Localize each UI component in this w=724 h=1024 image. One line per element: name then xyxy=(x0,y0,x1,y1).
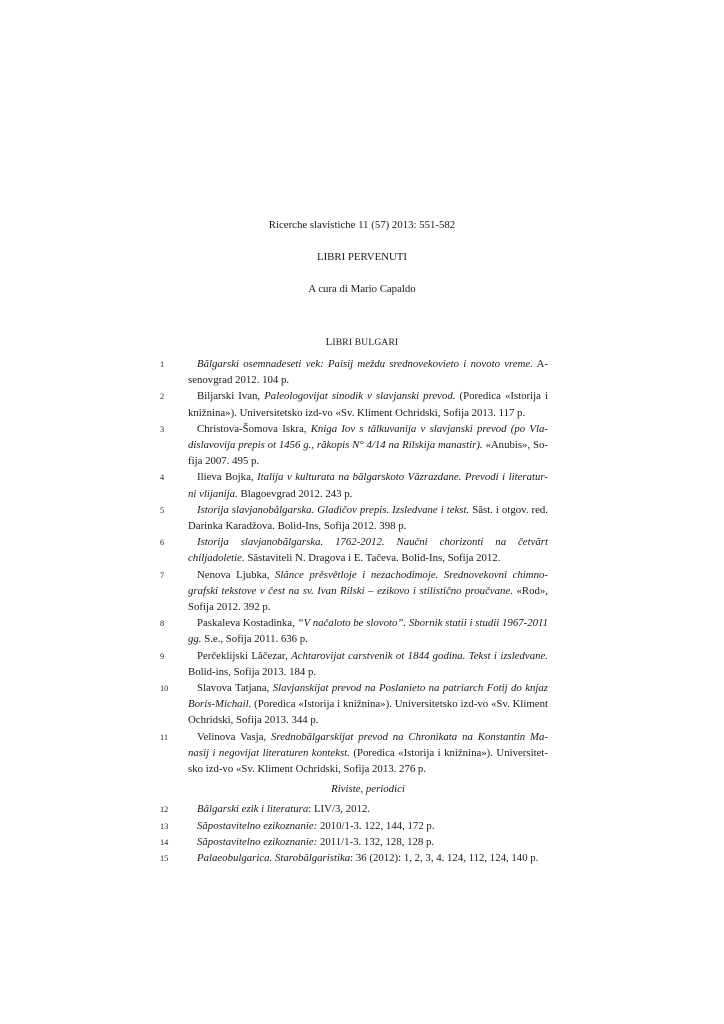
periodical-entry xyxy=(160,834,548,850)
entry-number: 5 xyxy=(160,505,165,515)
book-entry xyxy=(160,534,548,566)
periodical-title: Săpostavitelno ezikoznanie: xyxy=(197,819,318,832)
book-entry xyxy=(160,729,548,778)
entry-number: 6 xyxy=(160,538,165,548)
entry-author: Nenova Ljubka, xyxy=(197,568,275,581)
entry-number: 11 xyxy=(160,732,168,742)
entry-number: 8 xyxy=(160,619,165,629)
entry-title: Bălgarski osemnadeseti vek: Paisij meždu srednovekovieto i novoto vreme. xyxy=(197,358,533,370)
entry-author: Christova-Šomova Iskra, xyxy=(197,422,311,435)
book-entry xyxy=(160,502,549,534)
entry-text xyxy=(188,801,548,817)
entry-title: Slavjanskijat prevod na Poslanieto na patriarch Fotij do knjaz Boris-Michail. xyxy=(188,682,548,711)
book-entry xyxy=(160,680,548,729)
entry-number: 12 xyxy=(160,805,169,815)
entry-author: Ilieva Bojka, xyxy=(197,471,258,484)
entry-publication: A-senovgrad 2012. 104 p. xyxy=(188,358,548,387)
subtitle-libri-bulgari xyxy=(0,336,724,348)
entry-title: Slănce prěsvětloje i nezachodimoje. Srednovekovni chimno-grafski tekstove v čest na sv. Ivan Rilski – ezikovo i stilistično proučvane. xyxy=(188,568,548,597)
entry-publication: S.e., Sofija 2011. 636 p. xyxy=(201,633,308,646)
entry-number: 9 xyxy=(160,651,165,661)
entry-publication: (Poredica «Istorija i knižnina»). Universitetsko izd-vo «Sv. Kliment Ochridski, Sofija 2013. 344 p. xyxy=(188,698,548,727)
entry-title: Achtarovijat carstvenik ot 1844 godina. Tekst i izsledvane. xyxy=(291,649,548,662)
entry-publication: (Poredica «Istorija i knižnina»). Universitet-sko izd-vo «Sv. Kliment Ochridski, Sofija 2013. 276 p. xyxy=(188,746,548,776)
periodical-issues: : LIV/3, 2012. xyxy=(308,803,371,816)
entry-number: 4 xyxy=(160,473,165,483)
periodical-entry xyxy=(160,801,548,817)
entry-text xyxy=(188,469,548,501)
entry-publication: Săstaviteli N. Dragova i E. Tačeva. Bolid-Ins, Sofija 2012. xyxy=(244,552,501,565)
periodical-issues: 2010/1-3. 122, 144, 172 p. xyxy=(317,819,435,832)
entry-title: Istorija slavjanobălgarska. 1762-2012. Naučni chorizonti na četvărt chiljadoletie. xyxy=(188,536,548,565)
entry-text xyxy=(188,502,548,534)
entry-title: Kniga Iov s tălkuvanija v slavjanski prevod (po Vla-dislavovija prepis ot 1456 g., răkopis N° 4/14 na Rilskija manastir). xyxy=(188,422,548,452)
entries-list xyxy=(160,356,549,866)
periodicals-list xyxy=(160,801,548,866)
entry-number: 2 xyxy=(160,392,165,402)
periodical-issues: 2011/1-3. 132, 128, 128 p. xyxy=(317,835,435,848)
entry-title: Italija v kulturata na bălgarskoto Văzrazdane. Prevodi i literatur-ni vlijanija. xyxy=(188,471,549,500)
entry-number: 1 xyxy=(160,360,165,369)
entry-text xyxy=(188,680,548,729)
periodical-entry xyxy=(160,850,548,866)
books-list xyxy=(160,356,549,777)
entry-title: Istorija slavjanobălgarska. Gladičov prepis. Izsledvane i tekst. xyxy=(197,503,470,516)
subtitle-cap: L xyxy=(325,336,333,348)
entry-publication: Bolid-ins, Sofija 2013. 184 p. xyxy=(188,665,317,678)
periodical-title: Palaeobulgarica. Starobălgaristika xyxy=(197,852,351,865)
entry-text xyxy=(188,615,548,647)
entry-author: Slavova Tatjana, xyxy=(197,682,273,695)
journal-citation: Ricerche slavistiche 11 (57) 2013: 551-582 xyxy=(268,219,456,231)
section-title: LIBRI PERVENUTI xyxy=(316,251,407,263)
entry-author: Biljarski Ivan, xyxy=(197,390,265,403)
book-entry xyxy=(160,648,548,680)
entry-text xyxy=(188,388,548,420)
entry-title: “V načaloto be slovoto”. Sbornik statii i studii 1967-2011 gg. xyxy=(188,617,549,646)
book-entry xyxy=(160,388,548,420)
entry-publication: «Anubis», So-fija 2007. 495 p. xyxy=(188,439,548,468)
entry-title: Paleologovijat sinodik v slavjanski prevod. xyxy=(264,390,456,403)
curator-line: A cura di Mario Capaldo xyxy=(308,283,416,295)
entry-publication: (Poredica «Istorija i knižnina»). Universitetsko izd-vo «Sv. Kliment Ochridski, Sofija 2013. 117 p. xyxy=(188,390,548,419)
periodical-title: Bălgarski ezik i literatura xyxy=(197,803,309,816)
entry-text xyxy=(188,567,548,616)
entry-number: 7 xyxy=(160,570,165,580)
entry-number: 14 xyxy=(160,837,169,847)
entry-number: 10 xyxy=(160,684,169,694)
entry-text xyxy=(188,729,548,778)
book-entry xyxy=(160,469,549,501)
periodical-entry xyxy=(160,818,548,834)
entry-text xyxy=(188,421,548,470)
entry-text xyxy=(188,356,548,388)
entry-text xyxy=(188,648,548,680)
entry-number: 13 xyxy=(160,821,169,831)
book-entry xyxy=(160,356,548,388)
entry-text xyxy=(188,850,548,866)
entry-publication: Săst. i otgov. red. Darinka Karadžova. Bolid-Ins, Sofija 2012. 398 p. xyxy=(188,503,549,533)
entry-number: 15 xyxy=(160,854,169,864)
entry-author: Velinova Vasja, xyxy=(197,730,272,743)
riviste-heading: Riviste, periodici xyxy=(331,783,405,796)
book-entry xyxy=(160,615,549,647)
book-entry xyxy=(160,567,548,616)
entry-text xyxy=(188,834,548,850)
periodical-issues: : 36 (2012): 1, 2, 3, 4. 124, 112, 124, 140 p. xyxy=(350,852,539,865)
entry-author: Perčeklijski Lăčezar, xyxy=(197,649,292,662)
entry-publication: «Rod», Sofija 2012. 392 p. xyxy=(188,584,548,614)
periodical-title: Săpostavitelno ezikoznanie: xyxy=(197,835,318,848)
entry-number: 3 xyxy=(160,424,165,434)
entry-text xyxy=(188,818,548,834)
subtitle-rest: IBRI BULGARI xyxy=(332,338,399,348)
entry-text xyxy=(188,534,548,566)
entry-author: Paskaleva Kostadinka, xyxy=(197,617,298,630)
entry-publication: Blagoevgrad 2012. 243 p. xyxy=(237,487,353,500)
entry-title: Srednobălgarskijat prevod na Chronikata na Konstantin Ma-nasij i negovijat literaturen kontekst. xyxy=(188,730,548,759)
book-entry xyxy=(160,421,548,470)
